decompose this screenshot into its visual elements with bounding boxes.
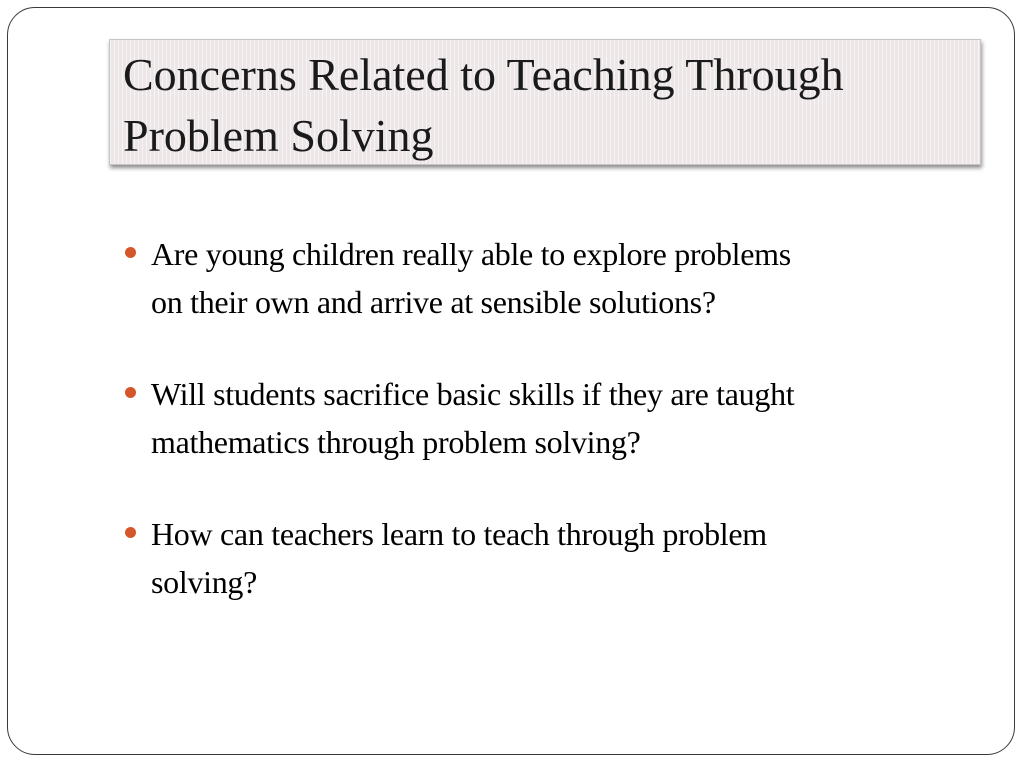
bullet-dot-icon	[125, 247, 136, 258]
bullet-item-3	[121, 510, 981, 606]
bullet-1-line-2: on their own and arrive at sensible solutions?	[151, 284, 716, 320]
bullet-dot-icon	[125, 527, 136, 538]
bullet-3-line-2: solving?	[151, 564, 258, 600]
slide-title-line-1: Concerns Related to Teaching Through	[123, 49, 844, 100]
slide-title-line-2: Problem Solving	[123, 110, 434, 161]
bullet-1-line-1: Are young children really able to explore problems	[151, 236, 791, 272]
bullet-list	[121, 230, 981, 650]
bullet-item-2	[121, 370, 981, 466]
slide-frame	[7, 7, 1015, 755]
slide-title-box	[109, 39, 981, 165]
bullet-item-1	[121, 230, 981, 326]
bullet-dot-icon	[125, 387, 136, 398]
bullet-3-line-1: How can teachers learn to teach through problem	[151, 516, 767, 552]
bullet-2-line-1: Will students sacrifice basic skills if they are taught	[151, 376, 795, 412]
bullet-2-line-2: mathematics through problem solving?	[151, 424, 641, 460]
